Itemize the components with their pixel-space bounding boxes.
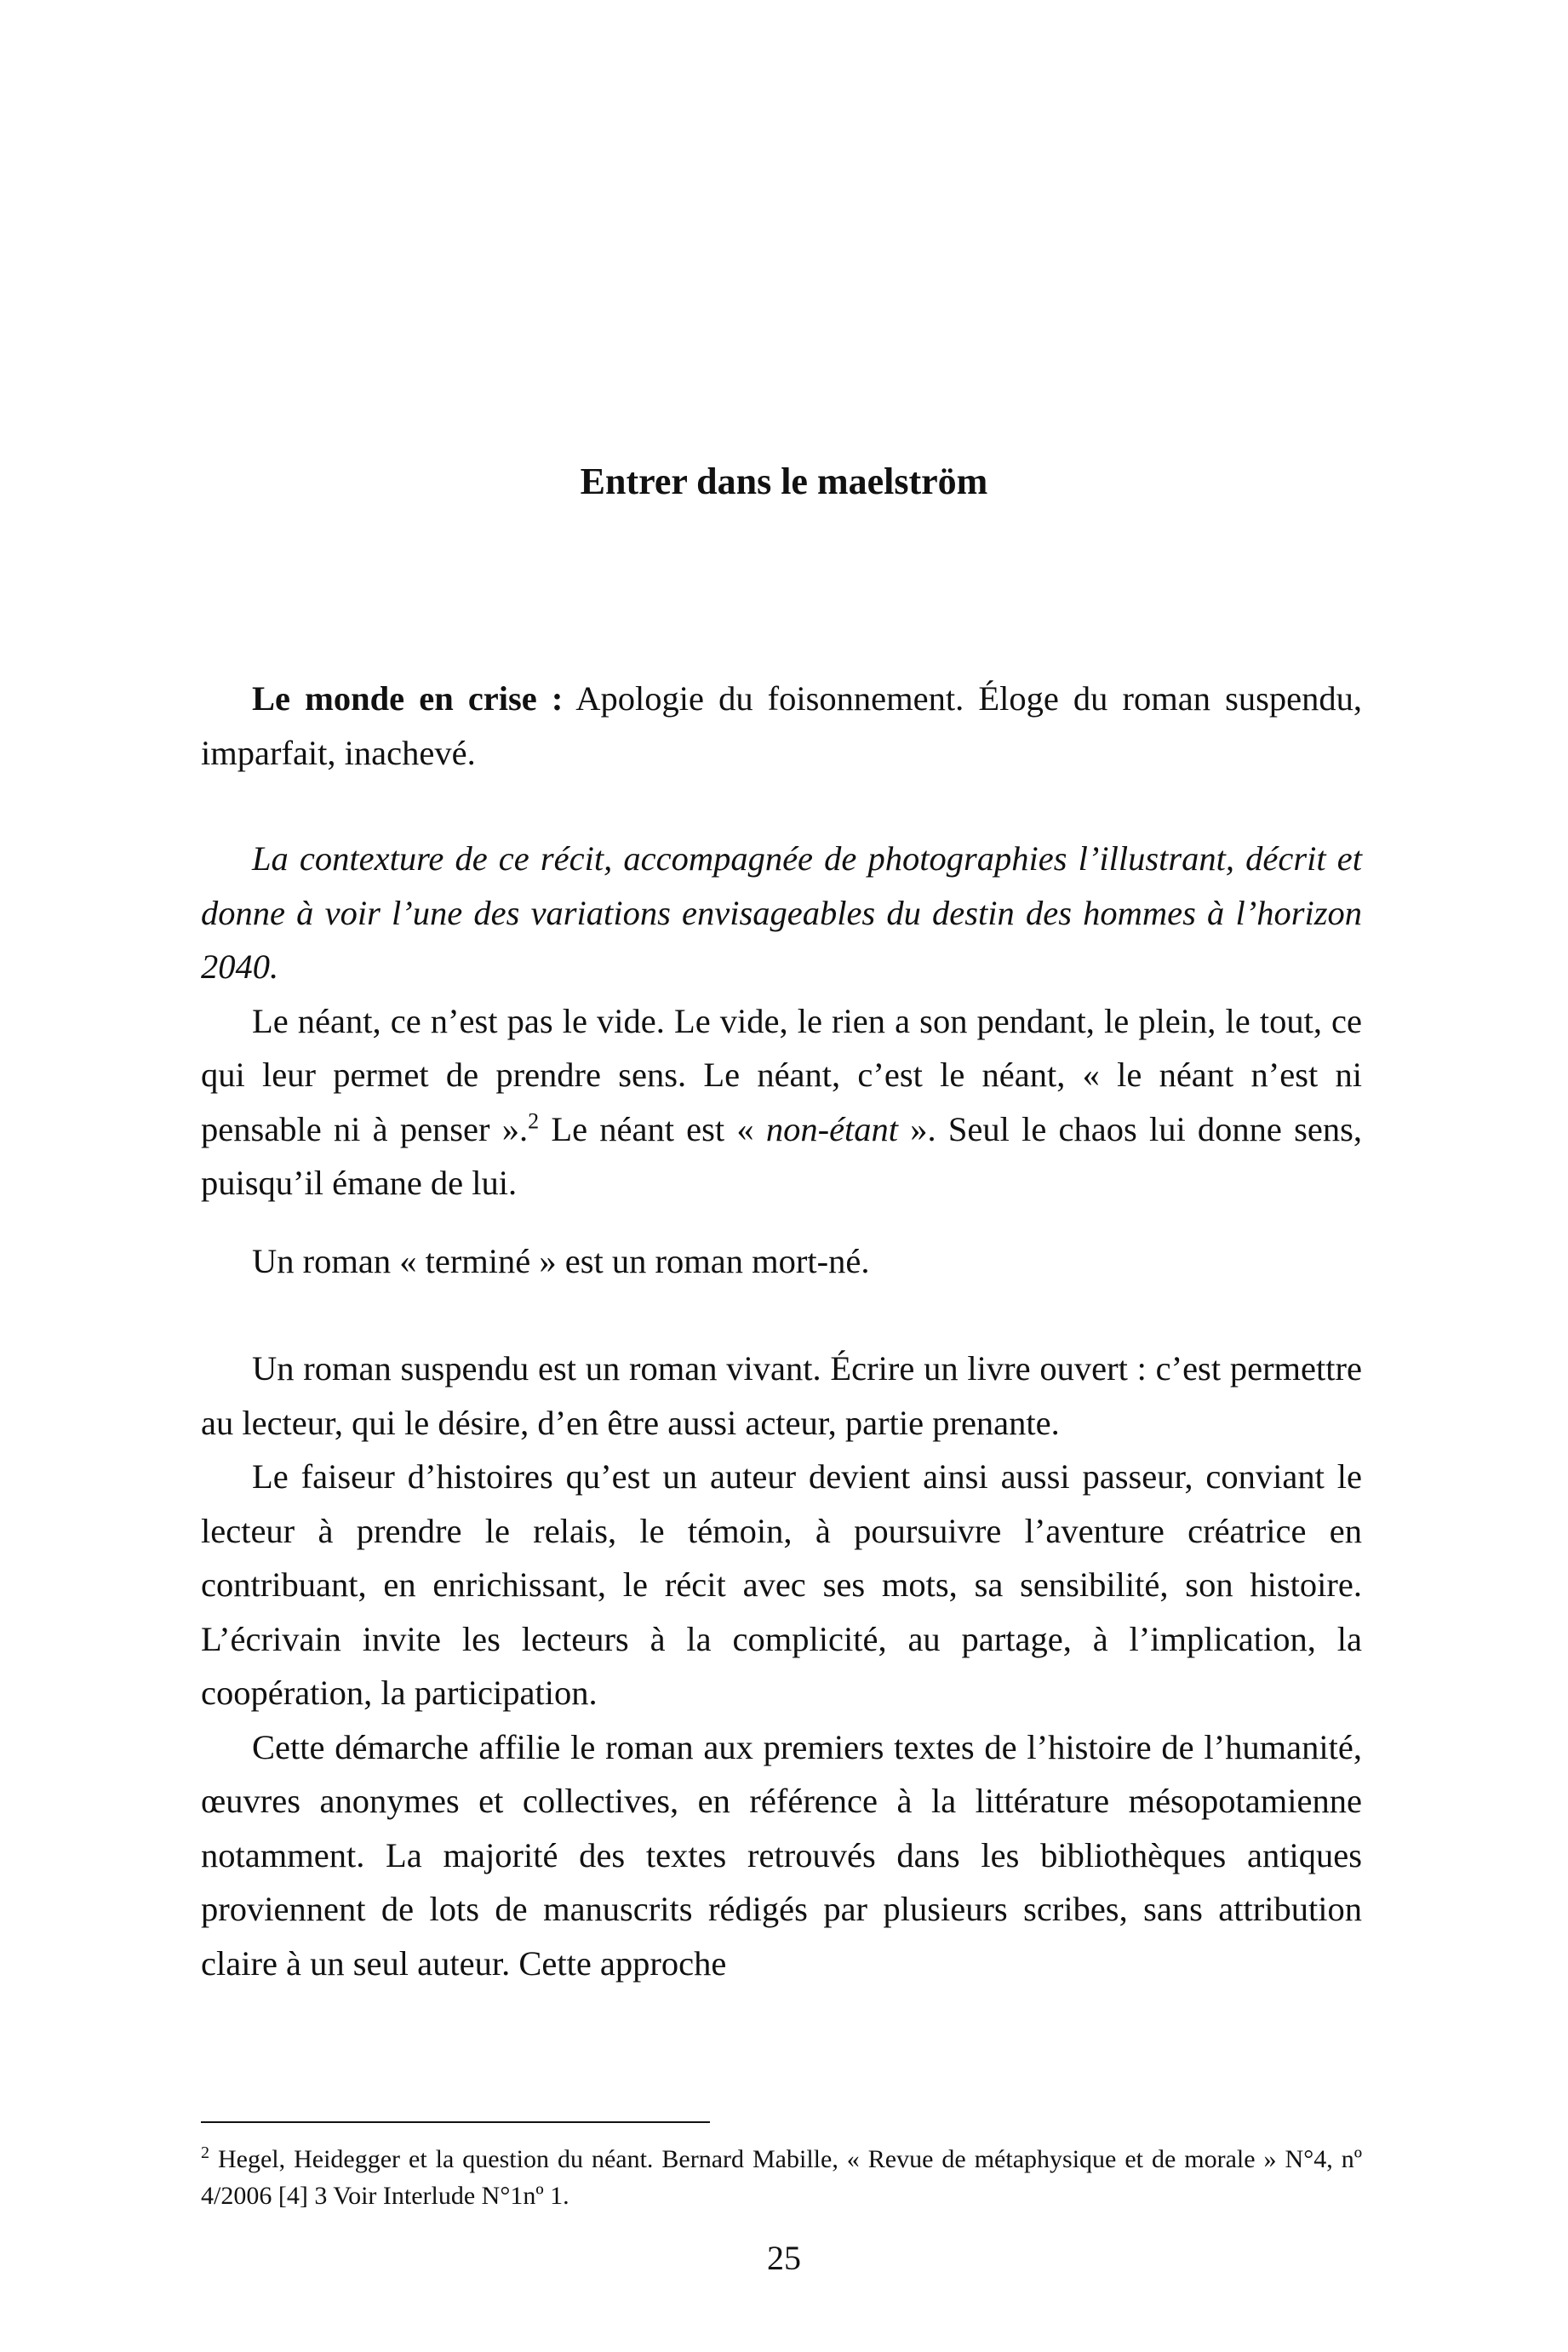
footnote-divider: [201, 2121, 710, 2123]
intro-rest: Apologie du foisonnement. Éloge du roman suspendu, imparfait, inachevé.: [201, 679, 1362, 772]
neant-part-1: Le néant, ce n’est pas le vide. Le vide, le rien a son pendant, le plein, le tout, ce qui leur permet de prendre sens. Le néant, c’est le néant, « le néant n’est ni pensable ni à penser ».: [201, 1001, 1362, 1148]
intro-paragraph: [201, 672, 1362, 780]
demarche-paragraph: Cette démarche affilie le roman aux premiers textes de l’histoire de l’humanité, œuvres anonymes et collectives, en référence à la littérature mésopotamienne notamment. La majorité des textes retrouvés dans les bibliothèques antiques proviennent de lots de manuscrits rédigés par plusieurs scribes, sans attribution claire à un seul auteur. Cette approche: [201, 1727, 1362, 1983]
chapter-title: Entrer dans le maelström: [580, 461, 988, 502]
footnote-text: Hegel, Heidegger et la question du néant. Bernard Mabille, « Revue de métaphysique et de morale » N°4, nº 4/2006 [4] 3 Voir Interlude N°1nº 1.: [201, 2145, 1362, 2210]
neant-italic: non-étant: [765, 1109, 899, 1148]
intro-lead: Le monde en crise :: [252, 679, 564, 718]
main-block-2: [201, 1342, 1362, 1990]
faiseur-paragraph: Le faiseur d’histoires qu’est un auteur devient ainsi aussi passeur, conviant le lecteur à prendre le relais, le témoin, à poursuivre l’aventure créatrice en contribuant, en enrichissant, le récit avec ses mots, sa sensibilité, son histoire. L’écrivain invite les lecteurs à la complicité, au partage, à l’implication, la coopération, la participation.: [201, 1457, 1362, 1712]
footnote-reference[interactable]: 2: [528, 1108, 540, 1133]
intro-block: [201, 672, 1362, 780]
neant-part-2: Le néant est «: [539, 1109, 766, 1148]
epigraph-paragraph: La contexture de ce récit, accompagnée de photographies l’illustrant, décrit et donne à voir l’une des variations envisageables du destin des hommes à l’horizon 2040.: [201, 839, 1362, 986]
suspendu-paragraph: Un roman suspendu est un roman vivant. Écrire un livre ouvert : c’est permettre au lecteur, qui le désire, d’en être aussi acteur, partie prenante.: [201, 1349, 1362, 1442]
termine-paragraph: Un roman « terminé » est un roman mort-né.: [252, 1242, 870, 1280]
neant-paragraph: [201, 994, 1362, 1210]
main-block-1: [201, 832, 1362, 1210]
neant-part-3: ». Seul le chaos lui donne sens, puisqu’il émane de lui.: [201, 1109, 1362, 1202]
page-number: 25: [767, 2239, 801, 2277]
termine-block: [201, 1234, 1362, 1289]
footnote-number: 2: [201, 2143, 209, 2162]
footnote: [201, 2141, 1362, 2214]
